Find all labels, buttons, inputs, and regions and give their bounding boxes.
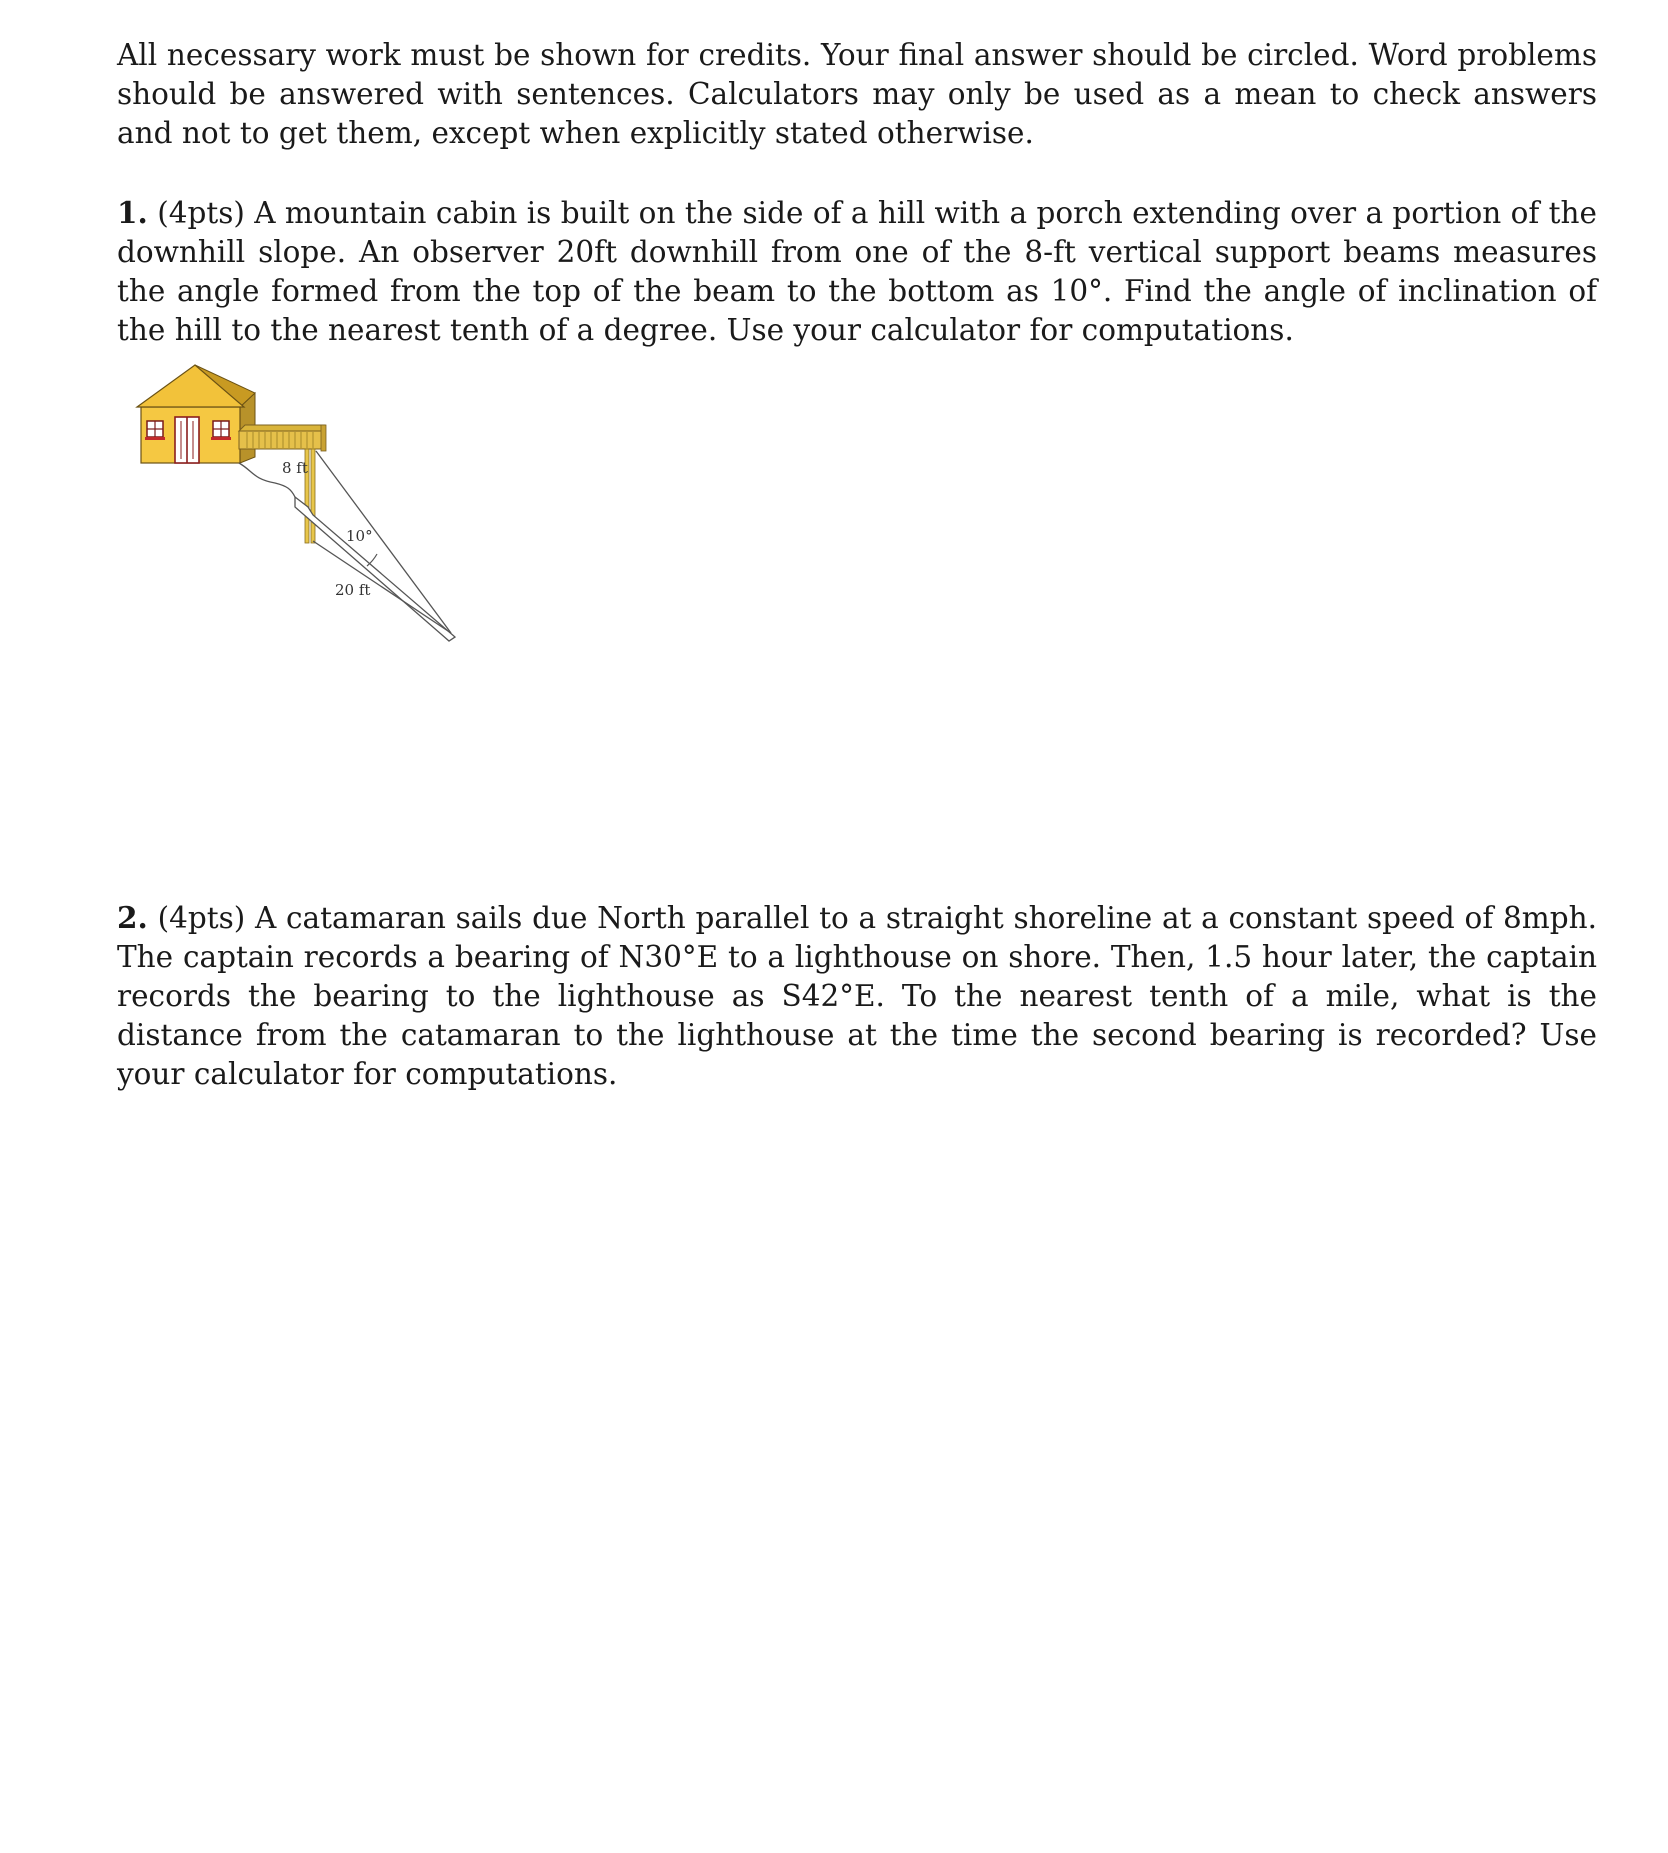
question-1-text: (4pts) A mountain cabin is built on the side of a hill with a porch extending over a portion of the downhill slope. An observer 20ft downhill from one of the 8-ft vertical support beams measures the angle formed from the top of the beam to the bottom as 10°. Find the angle of inclination of the hill to the nearest tenth of a degree. Use your calculator for computations.	[117, 196, 1597, 347]
question-1-number: 1.	[117, 195, 148, 230]
cabin-right-window	[211, 421, 231, 440]
cabin-hill-diagram	[135, 355, 465, 645]
question-2-text: (4pts) A catamaran sails due North parallel to a straight shoreline at a constant speed of 8mph. The captain records a bearing of N30°E to a lighthouse on shore. Then, 1.5 hour later, the captain records the bearing to the lighthouse as S42°E. To the nearest tenth of a mile, what is the distance from the catamaran to the lighthouse at the time the second bearing is recorded? Use your calculator for computations.	[117, 901, 1597, 1091]
cabin-door	[175, 417, 199, 463]
instructions-paragraph: All necessary work must be shown for credits. Your final answer should be circled. Word problems should be answered with sentences. Calculators may only be used as a mean to check answers and not to get them, except when explicitly stated otherwise.	[117, 38, 1597, 150]
porch	[239, 425, 326, 451]
question-2-number: 2.	[117, 900, 148, 935]
angle-arc	[367, 554, 377, 566]
question-2	[117, 898, 1597, 1094]
cabin-hill-figure	[135, 355, 465, 645]
beam-length-label: 8 ft	[282, 459, 308, 477]
sight-line-bottom	[313, 541, 451, 633]
cabin-left-window	[145, 421, 165, 440]
question-1	[117, 193, 1597, 350]
angle-label: 10°	[346, 527, 373, 545]
distance-label: 20 ft	[335, 581, 371, 599]
